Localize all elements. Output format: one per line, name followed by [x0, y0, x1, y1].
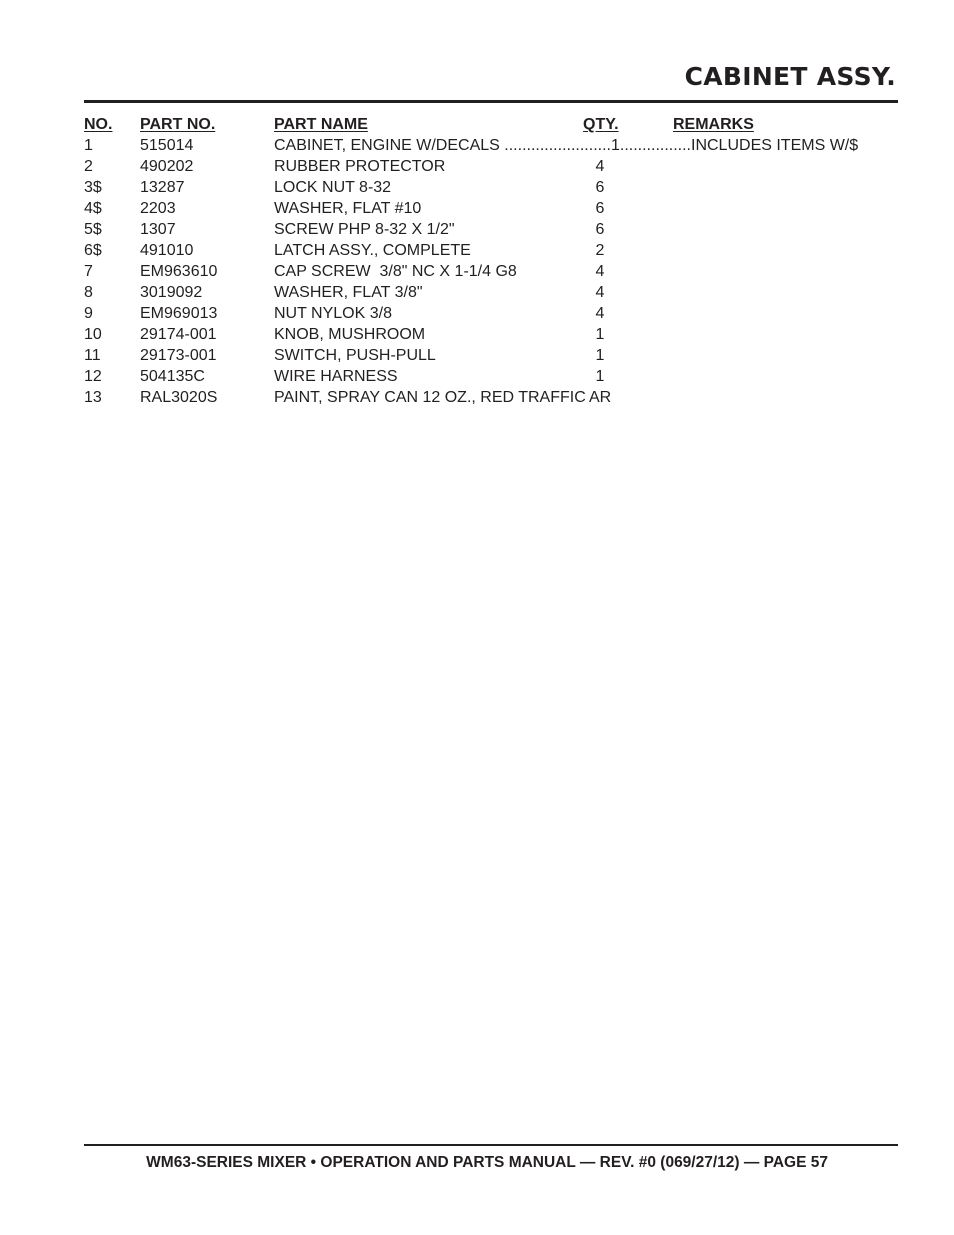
row-quantity: 4 — [595, 284, 605, 301]
row-remarks: INCLUDES ITEMS W/$ — [691, 137, 859, 154]
row-part-name: CABINET, ENGINE W/DECALS — [274, 137, 500, 154]
row-part-number: EM963610 — [140, 263, 218, 280]
table-row — [84, 324, 898, 345]
footer-divider — [84, 1144, 898, 1146]
row-number: 8 — [84, 284, 93, 301]
row-part-name: PAINT, SPRAY CAN 12 OZ., RED TRAFFIC — [274, 389, 586, 406]
row-number: 13 — [84, 389, 102, 406]
row-part-number: RAL3020S — [140, 389, 218, 406]
row-quantity: 1 — [610, 137, 620, 154]
parts-table — [84, 114, 898, 408]
row-number: 5$ — [84, 221, 102, 238]
row-part-number: 1307 — [140, 221, 176, 238]
column-header-qty: QTY. — [583, 116, 619, 133]
row-part-number: EM969013 — [140, 305, 218, 322]
table-row — [84, 345, 898, 366]
row-part-number: 2203 — [140, 200, 176, 217]
row-number: 4$ — [84, 200, 102, 217]
table-row — [84, 219, 898, 240]
table-row — [84, 303, 898, 324]
column-header-remarks: REMARKS — [673, 116, 754, 133]
row-quantity: 4 — [595, 158, 605, 175]
row-part-name: SCREW PHP 8-32 X 1/2" — [274, 221, 455, 238]
row-part-number: 490202 — [140, 158, 194, 175]
row-part-name: WASHER, FLAT 3/8" — [274, 284, 423, 301]
table-row — [84, 240, 898, 261]
row-number: 3$ — [84, 179, 102, 196]
row-part-number: 13287 — [140, 179, 185, 196]
row-number: 9 — [84, 305, 93, 322]
page-footer: WM63-SERIES MIXER • OPERATION AND PARTS MANUAL — REV. #0 (069/27/12) — PAGE 57 — [146, 1154, 828, 1171]
column-header-part-no: PART NO. — [140, 116, 216, 133]
table-row — [84, 387, 898, 408]
row-quantity: 6 — [595, 179, 605, 196]
row-part-number: 3019092 — [140, 284, 203, 301]
row-part-name: KNOB, MUSHROOM — [274, 326, 426, 343]
row-part-name: WASHER, FLAT #10 — [274, 200, 422, 217]
table-row — [84, 282, 898, 303]
table-row — [84, 198, 898, 219]
row-part-number: 491010 — [140, 242, 194, 259]
row-number: 2 — [84, 158, 93, 175]
column-header-no: NO. — [84, 116, 113, 133]
table-header-row — [84, 114, 898, 135]
table-row — [84, 261, 898, 282]
row-number: 6$ — [84, 242, 102, 259]
row-part-name: CAP SCREW 3/8" NC X 1-1/4 G8 — [274, 263, 517, 280]
row-part-name: WIRE HARNESS — [274, 368, 398, 385]
row-quantity: 1 — [595, 347, 605, 364]
row-part-name: LOCK NUT 8-32 — [274, 179, 392, 196]
row-part-name: RUBBER PROTECTOR — [274, 158, 446, 175]
row-quantity: 6 — [595, 200, 605, 217]
row-part-name: LATCH ASSY., COMPLETE — [274, 242, 471, 259]
column-header-part-name: PART NAME — [274, 116, 368, 133]
title-divider — [84, 100, 898, 103]
table-row — [84, 177, 898, 198]
row-quantity: 2 — [595, 242, 605, 259]
row-quantity: 4 — [595, 305, 605, 322]
row-quantity: 1 — [595, 368, 605, 385]
row-number: 10 — [84, 326, 102, 343]
row-part-number: 504135C — [140, 368, 205, 385]
row-name-qty-remarks-line — [274, 135, 898, 156]
row-leader-dots: ................ — [619, 137, 691, 154]
row-number: 12 — [84, 368, 102, 385]
row-number: 7 — [84, 263, 93, 280]
row-number: 1 — [84, 137, 93, 154]
table-row — [84, 156, 898, 177]
row-part-name: NUT NYLOK 3/8 — [274, 305, 392, 322]
row-quantity: 1 — [595, 326, 605, 343]
row-number: 11 — [84, 347, 101, 364]
table-row — [84, 135, 898, 156]
row-part-number: 29174-001 — [140, 326, 217, 343]
table-row — [84, 366, 898, 387]
row-part-name: SWITCH, PUSH-PULL — [274, 347, 436, 364]
row-leader-dots: ........................ — [504, 137, 611, 154]
row-part-number: 29173-001 — [140, 347, 217, 364]
page-title: CABINET ASSY. — [684, 62, 896, 91]
row-quantity: 6 — [595, 221, 605, 238]
row-quantity: 4 — [595, 263, 605, 280]
row-part-number: 515014 — [140, 137, 194, 154]
row-quantity: AR — [589, 389, 612, 406]
